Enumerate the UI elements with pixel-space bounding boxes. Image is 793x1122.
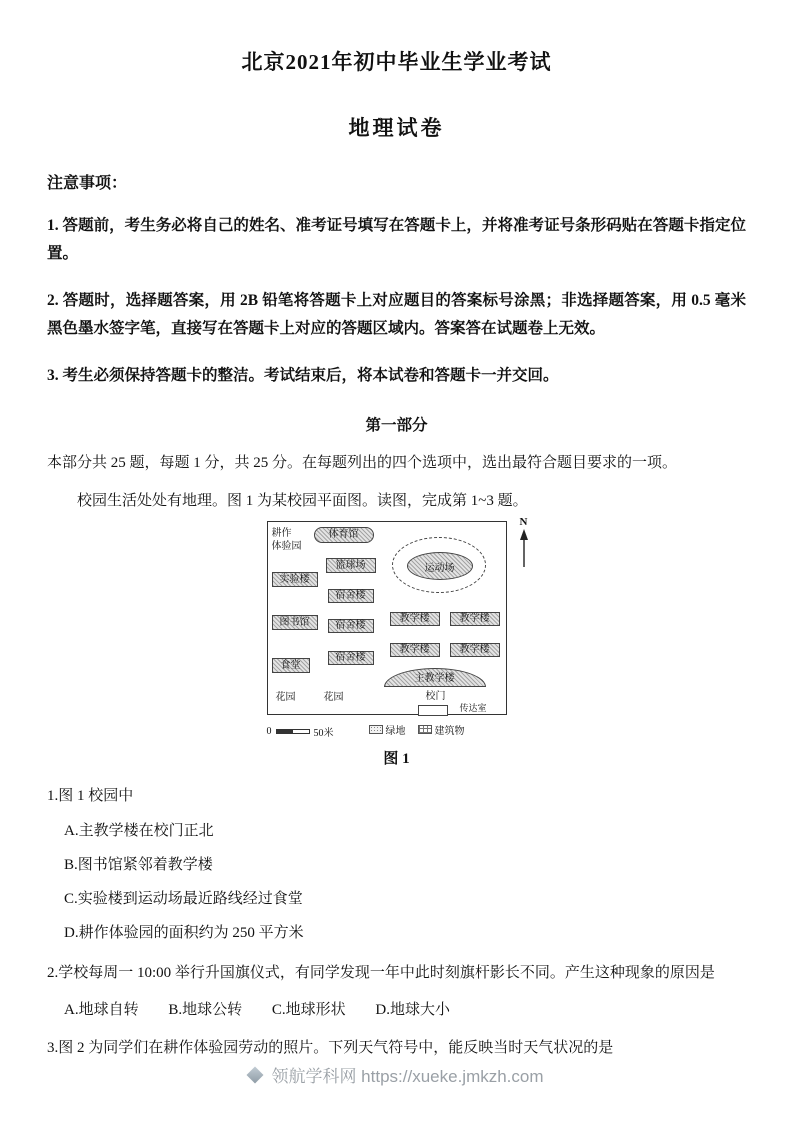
north-label: N [519, 516, 528, 529]
map-building-teaching-4: 教学楼 [450, 643, 500, 657]
part1-instruction: 本部分共 25 题，每题 1 分，共 25 分。在每题列出的四个选项中，选出最符合题目要求的一项。 [47, 455, 678, 472]
question-1-option-d: D.耕作体验园的面积约为 250 平方米 [64, 925, 304, 942]
exam-title: 北京2021年初中毕业生学业考试 [241, 50, 552, 74]
scale-label: 50米 [313, 728, 334, 740]
question-1-stem: 1.图 1 校园中 [47, 788, 134, 805]
legend-building-swatch-icon [418, 725, 432, 734]
map-building-gym: 体育馆 [314, 527, 374, 543]
figure1-caption: 图 1 [383, 751, 410, 768]
legend-building-label: 建筑物 [434, 726, 465, 738]
notice-item-1: 1. 答题前，考生务必将自己的姓名、准考证号填写在答题卡上，并将准考证号条形码贴在答题卡指定位置。 [47, 217, 746, 262]
figure1-campus-map [261, 516, 533, 768]
map-building-dorm-1: 宿舍楼 [328, 589, 374, 603]
watermark-text: 领航学科网 https://xueke.jmkzh.com [271, 1067, 544, 1086]
part1-passage: 校园生活处处有地理。图 1 为某校园平面图。读图，完成第 1~3 题。 [77, 493, 528, 510]
map-building-main-teaching: 主教学楼 [384, 668, 486, 687]
watermark-footer [0, 1062, 793, 1087]
north-arrow-icon [518, 529, 530, 567]
question-2-option-a: A.地球自转 [64, 1002, 139, 1019]
question-1-option-c: C.实验楼到运动场最近路线经过食堂 [64, 891, 303, 908]
legend-green-swatch-icon [369, 725, 383, 734]
scale-zero: 0 [266, 726, 272, 738]
map-building-teaching-3: 教学楼 [390, 643, 440, 657]
notice-heading: 注意事项： [47, 175, 128, 192]
question-2-option-d: D.地球大小 [375, 1002, 450, 1019]
map-label-school-gate: 校门 [425, 691, 446, 703]
map-scale-bar [267, 724, 334, 739]
map-label-experience-garden-line1: 耕作 [271, 528, 292, 540]
map-building-library: 图书馆 [272, 615, 318, 630]
map-label-garden-2: 花园 [323, 692, 344, 704]
map-school-gate-symbol [418, 705, 448, 716]
map-building-sports-field: 运动场 [407, 552, 473, 580]
notice-item-2: 2. 答题时，选择题答案，用 2B 铅笔将答题卡上对应题目的答案标号涂黑；非选择题答案，用 0.5 毫米黑色墨水签字笔，直接写在答题卡上对应的答题区域内。答案答在试题卷上无效。 [47, 291, 746, 337]
map-label-gatehouse: 传达室 [459, 703, 487, 714]
map-label-experience-garden [272, 528, 302, 553]
question-1-option-a: A.主教学楼在校门正北 [64, 823, 214, 840]
map-building-dorm-3: 宿舍楼 [328, 651, 374, 665]
map-building-basketball-court: 篮球场 [326, 558, 376, 573]
map-label-experience-garden-line2: 体验园 [271, 540, 302, 552]
legend-item-building [418, 722, 465, 737]
scale-bar-graphic [276, 729, 310, 734]
map-building-lab: 实验楼 [272, 572, 318, 587]
map-building-dorm-2: 宿舍楼 [328, 619, 374, 633]
question-2-options [64, 998, 746, 1019]
watermark-logo-icon [247, 1066, 264, 1083]
legend-item-green [369, 722, 406, 737]
map-building-canteen: 食堂 [272, 658, 310, 673]
question-2-option-b: B.地球公转 [168, 1002, 243, 1019]
map-label-garden-1: 花园 [275, 692, 296, 704]
map-frame [267, 521, 507, 715]
map-legend [369, 722, 465, 737]
part1-title: 第一部分 [365, 417, 428, 435]
map-sports-field-boundary [392, 537, 486, 593]
north-arrow [515, 517, 533, 569]
map-building-teaching-1: 教学楼 [390, 612, 440, 626]
map-building-teaching-2: 教学楼 [450, 612, 500, 626]
question-3-stem: 3.图 2 为同学们在耕作体验园劳动的照片。下列天气符号中，能反映当时天气状况的是 [47, 1040, 614, 1057]
exam-subtitle: 地理试卷 [348, 116, 445, 140]
question-2-stem: 2.学校每周一 10:00 举行升国旗仪式，有同学发现一年中此时刻旗杆影长不同。产生这种现象的原因是 [47, 965, 715, 982]
notice-item-3: 3. 考生必须保持答题卡的整洁。考试结束后，将本试卷和答题卡一并交回。 [47, 366, 559, 384]
legend-green-label: 绿地 [385, 726, 406, 738]
question-1-option-b: B.图书馆紧邻着教学楼 [64, 857, 213, 874]
question-2-option-c: C.地球形状 [271, 1002, 346, 1019]
